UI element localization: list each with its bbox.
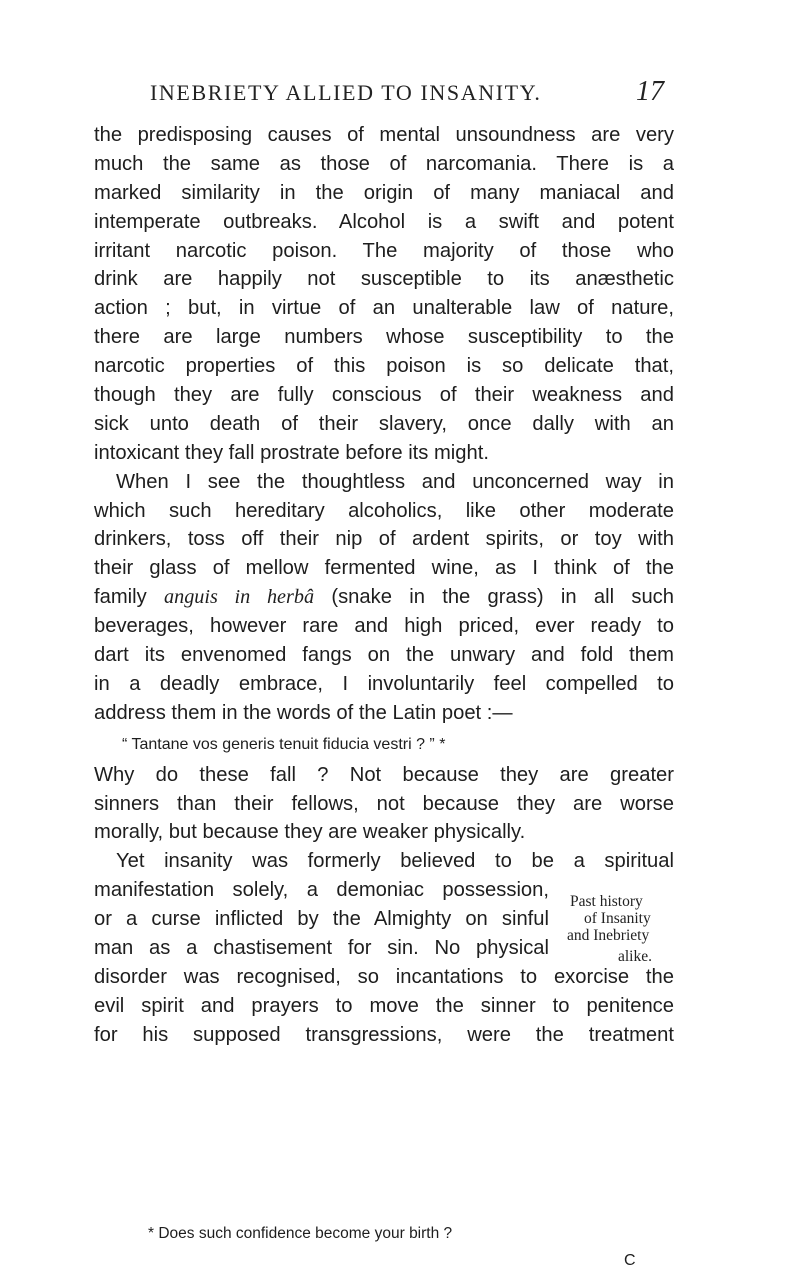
text-line: morally, but because they are weaker physically. [94, 821, 526, 844]
text-line: man as a chastisement for sin. No physical [94, 937, 549, 960]
text-line: Yet insanity was formerly believed to be a spiritual [116, 850, 674, 873]
running-title: INEBRIETY ALLIED TO INSANITY. [150, 80, 542, 105]
text-line: though they are fully conscious of their weakness and [94, 384, 674, 407]
text-line: drinkers, toss off their nip of ardent spirits, or toy with [94, 528, 674, 551]
text-line: marked similarity in the origin of many maniacal and [94, 181, 674, 204]
margin-note-line: and Inebriety [567, 927, 650, 944]
margin-note-line: Past history [570, 893, 643, 910]
latin-phrase: anguis in herbâ [164, 586, 315, 609]
text-line: address them in the words of the Latin poet :— [94, 701, 513, 724]
text-line: which such hereditary alcoholics, like other moderate [94, 499, 674, 522]
text-line: dart its envenomed fangs on the unwary and fold them [94, 644, 674, 667]
latin-quote: “ Tantane vos generis tenuit fiducia vestri ? ” * [122, 735, 446, 753]
text-line: beverages, however rare and high priced, ever ready to [94, 615, 674, 638]
signature-mark: C [624, 1252, 636, 1269]
text-line: intemperate outbreaks. Alcohol is a swift and potent [94, 210, 674, 233]
text-fragment: family [94, 586, 164, 609]
text-line: drink are happily not susceptible to its anæsthetic [94, 268, 674, 291]
margin-note-line: of Insanity [584, 910, 651, 927]
footnote: * Does such confidence become your birth ? [148, 1225, 453, 1242]
text-line: much the same as those of narcomania. There is a [94, 152, 674, 175]
text-line-with-italic [94, 583, 674, 612]
text-line: or a curse inflicted by the Almighty on sinful [94, 908, 549, 931]
text-line: When I see the thoughtless and unconcerned way in [116, 470, 674, 493]
text-line: evil spirit and prayers to move the sinner to penitence [94, 994, 674, 1017]
text-line: narcotic properties of this poison is so delicate that, [94, 355, 674, 378]
text-line: manifestation solely, a demoniac possession, [94, 879, 549, 902]
text-line: sinners than their fellows, not because they are worse [94, 792, 674, 815]
margin-note [564, 893, 684, 965]
text-line: their glass of mellow fermented wine, as I think of the [94, 557, 674, 580]
text-line: irritant narcotic poison. The majority of those who [94, 239, 674, 262]
text-line: intoxicant they fall prostrate before its might. [94, 441, 489, 464]
text-line: the predisposing causes of mental unsoundness are very [94, 124, 674, 146]
text-line: Why do these fall ? Not because they are greater [94, 763, 674, 786]
margin-note-line: alike. [618, 948, 652, 965]
text-line: sick unto death of their slavery, once dally with an [94, 412, 674, 435]
text-fragment: (snake in the grass) in all such [314, 586, 675, 609]
text-line: for his supposed transgressions, were the treatment [94, 1023, 674, 1046]
text-line: in a deadly embrace, I involuntarily feel compelled to [94, 672, 674, 695]
page-number: 17 [636, 76, 664, 107]
text-line: there are large numbers whose susceptibility to the [94, 326, 674, 349]
text-line: action ; but, in virtue of an unalterable law of nature, [94, 297, 674, 320]
text-line: disorder was recognised, so incantations to exorcise the [94, 965, 674, 988]
